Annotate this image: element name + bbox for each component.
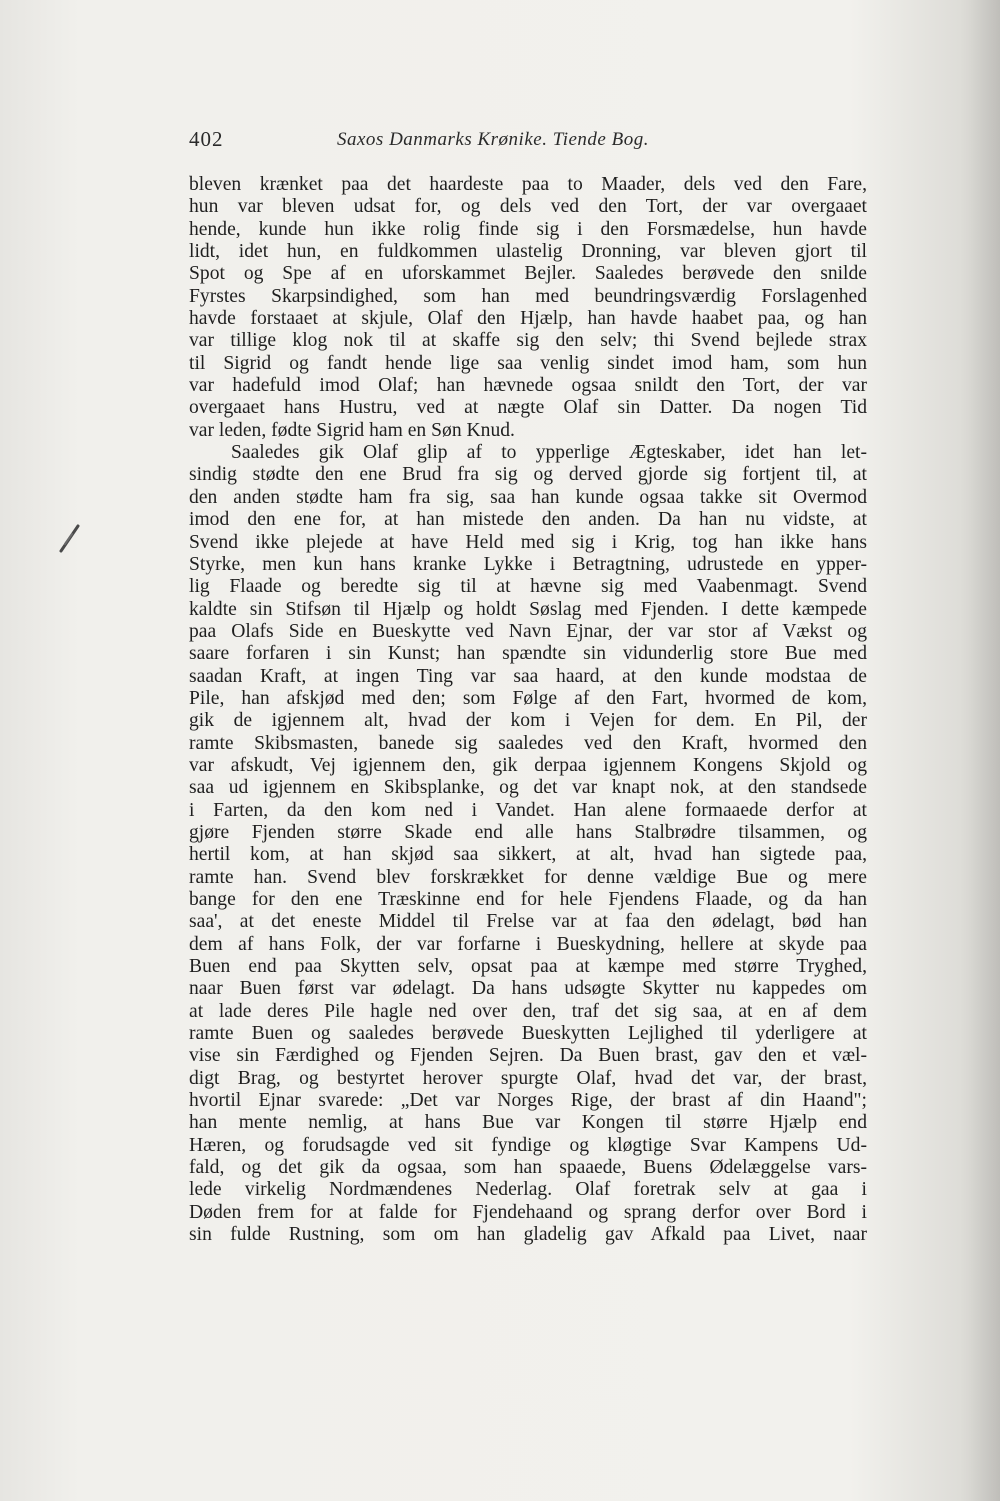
text-line: til Sigrid og fandt hende lige saa venlig sindet imod ham, som hun xyxy=(189,352,867,374)
text-line: dem af hans Folk, der var forfarne i Bueskydning, hellere at skyde paa xyxy=(189,933,867,955)
text-line: Døden frem for at falde for Fjendehaand og sprang derfor over Bord i xyxy=(189,1201,867,1223)
text-line: var hadefuld imod Olaf; han hævnede ogsaa snildt den Tort, der var xyxy=(189,375,867,397)
text-line: Styrke, men kun hans kranke Lykke i Betragtning, udrustede en ypper- xyxy=(189,553,867,575)
text-line: gjøre Fjenden større Skade end alle hans Stalbrødre tilsammen, og xyxy=(189,821,867,843)
running-title: Saxos Danmarks Krønike. Tiende Bog. xyxy=(337,129,649,150)
page-number: 402 xyxy=(189,127,224,151)
page-edge-shadow xyxy=(960,0,1000,1501)
text-line: i Farten, da den kom ned i Vandet. Han alene formaaede derfor at xyxy=(189,799,867,821)
text-line: var tillige klog nok til at skaffe sig den selv; thi Svend bejlede strax xyxy=(189,330,867,352)
text-line: sin fulde Rustning, som om han gladelig gav Afkald paa Livet, naar xyxy=(189,1224,867,1246)
text-line: vise sin Færdighed og Fjenden Sejren. Da Buen brast, gav den et væl- xyxy=(189,1045,867,1067)
text-line: bleven krænket paa det haardeste paa to Maader, dels ved den Fare, xyxy=(189,174,867,195)
text-line: hende, kunde hun ikke rolig finde sig i den Forsmædelse, hun havde xyxy=(189,218,867,240)
text-line: at lade deres Pile hagle ned over den, traf det sig saa, at en af dem xyxy=(189,1000,867,1022)
text-line: Hæren, og forudsagde ved sit fyndige og kløgtige Svar Kampens Ud- xyxy=(189,1134,867,1156)
text-line: den anden stødte ham fra sig, saa han kunde ogsaa takke sit Overmod xyxy=(189,486,867,508)
text-line: Buen end paa Skytten selv, opsat paa at kæmpe med større Tryghed, xyxy=(189,956,867,978)
text-line: han mente nemlig, at hans Bue var Kongen til større Hjælp end xyxy=(189,1112,867,1134)
text-line: gik de igjennem alt, hvad der kom i Vejen for dem. En Pil, der xyxy=(189,710,867,732)
text-line: saare forfaren i sin Kunst; han spændte sin vidunderlig store Bue med xyxy=(189,643,867,665)
text-line: bange for den ene Træskinne end for hele Fjendens Flaade, og da han xyxy=(189,889,867,910)
text-line: hvortil Ejnar svarede: „Det var Norges Rige, der brast af din Haand"; xyxy=(189,1090,867,1112)
text-line: ramte Buen og saaledes berøvede Bueskytten Lejlighed til yderligere at xyxy=(189,1023,867,1045)
text-line: hun var bleven udsat for, og dels ved den Tort, der var overgaaet xyxy=(189,196,867,218)
body-text xyxy=(189,174,867,1247)
text-line: Fyrstes Skarpsindighed, som han med beundringsværdig Forslagenhed xyxy=(189,285,867,307)
text-line: sindig stødte den ene Brud fra sig og derved gjorde sig fortjent til, at xyxy=(189,464,867,486)
text-line: var afskudt, Vej igjennem den, gik derpaa igjennem Kongens Skjold og xyxy=(189,754,867,776)
text-line: saa ud igjennem en Skibsplanke, og det var knapt nok, at den standsede xyxy=(189,777,867,799)
text-line: saadan Kraft, at ingen Ting var saa haard, at den kunde modstaa de xyxy=(189,665,867,687)
text-line: Spot og Spe af en uforskammet Bejler. Saaledes berøvede den snilde xyxy=(189,263,867,285)
text-line: lig Flaade og beredte sig til at hævne sig med Vaabenmagt. Svend xyxy=(189,576,867,598)
text-line: ramte Skibsmasten, banede sig saaledes ved den Kraft, hvormed den xyxy=(189,732,867,754)
text-line: naar Buen først var ødelagt. Da hans udsøgte Skytter nu kappedes om xyxy=(189,978,867,1000)
pencil-margin-mark xyxy=(56,524,82,554)
paragraph-start-line: Saaledes gik Olaf glip af to ypperlige Ægteskaber, idet han let- xyxy=(231,442,867,464)
text-line: kaldte sin Stifsøn til Hjælp og holdt Søslag med Fjenden. I dette kæmpede xyxy=(189,598,867,620)
text-line: overgaaet hans Hustru, ved at nægte Olaf sin Datter. Da nogen Tid xyxy=(189,397,867,419)
text-line: imod den ene for, at han mistede den anden. Da han nu vidste, at xyxy=(189,509,867,531)
text-line: ramte han. Svend blev forskrækket for denne vældige Bue og mere xyxy=(189,866,867,888)
text-line: saa', at det eneste Middel til Frelse var at faa den ødelagt, bød han xyxy=(189,911,867,933)
text-line: Svend ikke plejede at have Held med sig i Krig, tog han ikke hans xyxy=(189,531,867,553)
text-line: fald, og det gik da ogsaa, som han spaaede, Buens Ødelæggelse vars- xyxy=(189,1157,867,1179)
text-line: Pile, han afskjød med den; som Følge af den Fart, hvormed de kom, xyxy=(189,687,867,709)
text-line: lede virkelig Nordmændenes Nederlag. Olaf foretrak selv at gaa i xyxy=(189,1179,867,1201)
paragraph-end-line: var leden, fødte Sigrid ham en Søn Knud. xyxy=(189,419,515,441)
text-line: paa Olafs Side en Bueskytte ved Navn Ejnar, der var stor af Vækst og xyxy=(189,620,867,642)
page-header xyxy=(189,127,864,157)
text-line: lidt, idet hun, en fuldkommen ulastelig Dronning, var bleven gjort til xyxy=(189,241,867,263)
text-line: digt Brag, og bestyrtet herover spurgte Olaf, hvad det var, der brast, xyxy=(189,1067,867,1089)
text-line: havde forstaaet at skjule, Olaf den Hjælp, han havde haabet paa, og han xyxy=(189,308,867,330)
text-line: hertil kom, at han skjød saa sikkert, at alt, hvad han sigtede paa, xyxy=(189,844,867,866)
